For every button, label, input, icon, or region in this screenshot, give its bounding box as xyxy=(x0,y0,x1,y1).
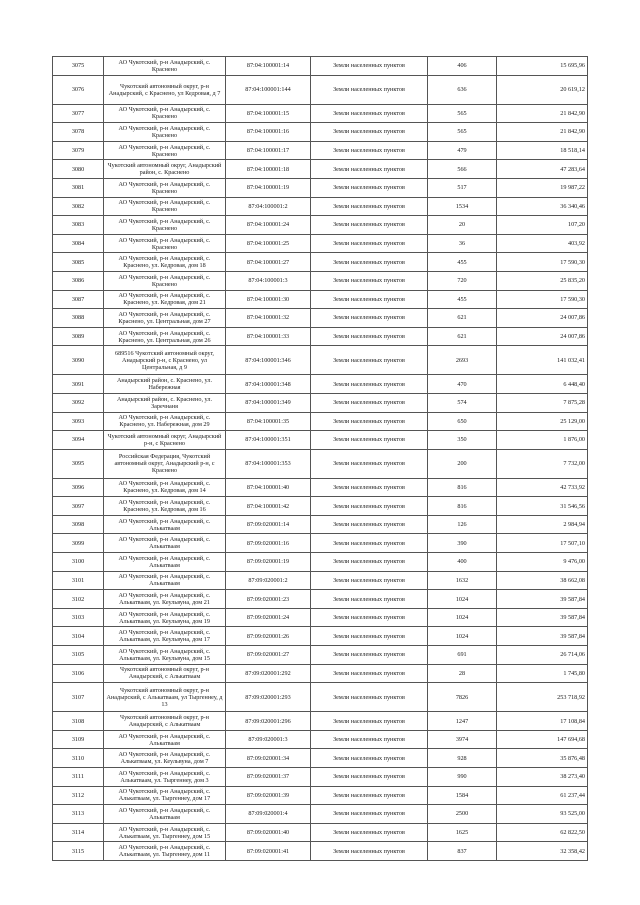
cadastral-value: 24 007,86 xyxy=(497,309,588,328)
cadastral-number: 87:09:020001:41 xyxy=(226,842,311,861)
cadastral-value: 17 590,30 xyxy=(497,253,588,272)
row-number: 3080 xyxy=(53,160,104,179)
cadastral-number: 87:09:020001:2 xyxy=(226,571,311,590)
plot-address: Чукотский автономный округ, Анадырский район, с. Краснено xyxy=(104,160,226,179)
cadastral-number: 87:09:020001:16 xyxy=(226,534,311,553)
land-category: Земли населенных пунктов xyxy=(311,375,428,394)
row-number: 3102 xyxy=(53,590,104,609)
cadastral-value: 7 732,00 xyxy=(497,449,588,478)
cadastral-value: 1 876,00 xyxy=(497,431,588,450)
plot-area: 517 xyxy=(428,178,497,197)
table-row xyxy=(53,627,588,646)
cadastral-value: 147 694,68 xyxy=(497,730,588,749)
land-category: Земли населенных пунктов xyxy=(311,571,428,590)
land-category: Земли населенных пунктов xyxy=(311,271,428,290)
row-number: 3110 xyxy=(53,749,104,768)
land-category: Земли населенных пунктов xyxy=(311,823,428,842)
table-row xyxy=(53,497,588,516)
table-row xyxy=(53,534,588,553)
cadastral-number: 87:04:100001:42 xyxy=(226,497,311,516)
cadastral-number: 87:04:100001:349 xyxy=(226,393,311,412)
table-row xyxy=(53,104,588,123)
plot-area: 20 xyxy=(428,216,497,235)
land-category: Земли населенных пунктов xyxy=(311,449,428,478)
table-row xyxy=(53,553,588,572)
cadastral-value: 26 714,06 xyxy=(497,646,588,665)
plot-area: 1584 xyxy=(428,786,497,805)
plot-address: АО Чукотский, р-н Анадырский, с. Краснено, ул. Центральная, дом 26 xyxy=(104,327,226,346)
plot-address: 689516 Чукотский автономный округ, Анадырский р-н, с Краснено, ул Центральная, д 9 xyxy=(104,346,226,375)
land-category: Земли населенных пунктов xyxy=(311,842,428,861)
table-row xyxy=(53,768,588,787)
plot-address: АО Чукотский, р-н Анадырский, с. Алькатваам xyxy=(104,553,226,572)
table-row xyxy=(53,327,588,346)
cadastral-number: 87:04:100001:25 xyxy=(226,234,311,253)
cadastral-value: 38 662,08 xyxy=(497,571,588,590)
row-number: 3082 xyxy=(53,197,104,216)
table-row xyxy=(53,253,588,272)
table-row xyxy=(53,271,588,290)
cadastral-value: 47 283,64 xyxy=(497,160,588,179)
cadastral-number: 87:04:100001:14 xyxy=(226,57,311,76)
plot-address: Чукотский автономный округ, р-н Анадырский, с Алькатваам, ул Тыргеннеу, д 13 xyxy=(104,683,226,712)
table-row xyxy=(53,375,588,394)
row-number: 3105 xyxy=(53,646,104,665)
cadastral-number: 87:04:100001:15 xyxy=(226,104,311,123)
cadastral-value: 62 822,50 xyxy=(497,823,588,842)
table-row xyxy=(53,346,588,375)
cadastral-number: 87:09:020001:19 xyxy=(226,553,311,572)
plot-area: 2693 xyxy=(428,346,497,375)
cadastral-value: 253 718,92 xyxy=(497,683,588,712)
table-row xyxy=(53,234,588,253)
cadastral-number: 87:09:020001:292 xyxy=(226,664,311,683)
plot-address: АО Чукотский, р-н Анадырский, с. Алькатваам xyxy=(104,730,226,749)
plot-address: АО Чукотский, р-н Анадырский, с. Краснено xyxy=(104,178,226,197)
cadastral-value: 19 987,22 xyxy=(497,178,588,197)
land-category: Земли населенных пунктов xyxy=(311,216,428,235)
plot-address: АО Чукотский, р-н Анадырский, с. Алькатваам, ул. Кеульвуна, дом 15 xyxy=(104,646,226,665)
cadastral-number: 87:04:100001:30 xyxy=(226,290,311,309)
table-row xyxy=(53,290,588,309)
table-row xyxy=(53,309,588,328)
cadastral-number: 87:09:020001:26 xyxy=(226,627,311,646)
land-category: Земли населенных пунктов xyxy=(311,664,428,683)
row-number: 3095 xyxy=(53,449,104,478)
land-category: Земли населенных пунктов xyxy=(311,412,428,431)
table-row xyxy=(53,216,588,235)
table-row xyxy=(53,842,588,861)
row-number: 3079 xyxy=(53,141,104,160)
plot-area: 28 xyxy=(428,664,497,683)
land-category: Земли населенных пунктов xyxy=(311,515,428,534)
cadastral-number: 87:04:100001:19 xyxy=(226,178,311,197)
land-category: Земли населенных пунктов xyxy=(311,253,428,272)
cadastral-value: 24 007,86 xyxy=(497,327,588,346)
cadastral-value: 42 733,92 xyxy=(497,478,588,497)
row-number: 3085 xyxy=(53,253,104,272)
cadastral-value: 25 129,00 xyxy=(497,412,588,431)
table-row xyxy=(53,431,588,450)
plot-address: АО Чукотский, р-н Анадырский, с. Краснено xyxy=(104,216,226,235)
plot-area: 650 xyxy=(428,412,497,431)
row-number: 3101 xyxy=(53,571,104,590)
cadastral-number: 87:04:100001:24 xyxy=(226,216,311,235)
cadastral-number: 87:09:020001:37 xyxy=(226,768,311,787)
row-number: 3109 xyxy=(53,730,104,749)
plot-address: АО Чукотский, р-н Анадырский, с. Краснено xyxy=(104,141,226,160)
land-category: Земли населенных пунктов xyxy=(311,290,428,309)
land-category: Земли населенных пунктов xyxy=(311,346,428,375)
cadastral-value: 2 984,94 xyxy=(497,515,588,534)
table-row xyxy=(53,664,588,683)
cadastral-number: 87:09:020001:34 xyxy=(226,749,311,768)
cadastral-value: 21 842,90 xyxy=(497,123,588,142)
table-row xyxy=(53,749,588,768)
plot-address: АО Чукотский, р-н Анадырский, с. Алькатваам, ул. Кеульвуна, дом 19 xyxy=(104,608,226,627)
plot-area: 2500 xyxy=(428,805,497,824)
row-number: 3100 xyxy=(53,553,104,572)
cadastral-value: 141 032,41 xyxy=(497,346,588,375)
land-category: Земли населенных пунктов xyxy=(311,197,428,216)
land-category: Земли населенных пунктов xyxy=(311,123,428,142)
cadastral-number: 87:04:100001:18 xyxy=(226,160,311,179)
table-row xyxy=(53,805,588,824)
cadastral-number: 87:09:020001:27 xyxy=(226,646,311,665)
plot-area: 479 xyxy=(428,141,497,160)
plot-area: 1632 xyxy=(428,571,497,590)
cadastral-number: 87:09:020001:40 xyxy=(226,823,311,842)
table-row xyxy=(53,197,588,216)
cadastral-value: 18 518,14 xyxy=(497,141,588,160)
cadastral-number: 87:04:100001:348 xyxy=(226,375,311,394)
plot-address: АО Чукотский, р-н Анадырский, с. Алькатваам, ул. Тыргеннеу, дом 3 xyxy=(104,768,226,787)
cadastral-number: 87:09:020001:3 xyxy=(226,730,311,749)
cadastral-value: 6 448,40 xyxy=(497,375,588,394)
cadastral-value: 61 237,44 xyxy=(497,786,588,805)
table-row xyxy=(53,75,588,104)
row-number: 3093 xyxy=(53,412,104,431)
cadastral-value: 38 273,40 xyxy=(497,768,588,787)
row-number: 3103 xyxy=(53,608,104,627)
table-row xyxy=(53,823,588,842)
table-row xyxy=(53,160,588,179)
cadastral-value: 93 525,00 xyxy=(497,805,588,824)
row-number: 3094 xyxy=(53,431,104,450)
table-row xyxy=(53,646,588,665)
plot-address: Анадырский район, с. Краснено, ул. Набережная xyxy=(104,375,226,394)
plot-area: 621 xyxy=(428,309,497,328)
row-number: 3114 xyxy=(53,823,104,842)
land-category: Земли населенных пунктов xyxy=(311,393,428,412)
table-row xyxy=(53,123,588,142)
land-category: Земли населенных пунктов xyxy=(311,786,428,805)
cadastral-value: 21 842,90 xyxy=(497,104,588,123)
plot-address: АО Чукотский, р-н Анадырский, с. Краснено xyxy=(104,57,226,76)
row-number: 3111 xyxy=(53,768,104,787)
plot-area: 200 xyxy=(428,449,497,478)
row-number: 3115 xyxy=(53,842,104,861)
plot-area: 126 xyxy=(428,515,497,534)
plot-area: 565 xyxy=(428,123,497,142)
cadastral-number: 87:04:100001:17 xyxy=(226,141,311,160)
cadastral-value: 17 507,10 xyxy=(497,534,588,553)
row-number: 3098 xyxy=(53,515,104,534)
cadastral-number: 87:09:020001:293 xyxy=(226,683,311,712)
row-number: 3075 xyxy=(53,57,104,76)
row-number: 3096 xyxy=(53,478,104,497)
plot-area: 1024 xyxy=(428,608,497,627)
cadastral-number: 87:04:100001:3 xyxy=(226,271,311,290)
land-category: Земли населенных пунктов xyxy=(311,141,428,160)
land-category: Земли населенных пунктов xyxy=(311,730,428,749)
row-number: 3081 xyxy=(53,178,104,197)
row-number: 3090 xyxy=(53,346,104,375)
cadastral-number: 87:04:100001:32 xyxy=(226,309,311,328)
row-number: 3099 xyxy=(53,534,104,553)
plot-area: 36 xyxy=(428,234,497,253)
land-plots-table-body xyxy=(53,57,588,861)
cadastral-value: 32 358,42 xyxy=(497,842,588,861)
cadastral-value: 35 876,48 xyxy=(497,749,588,768)
plot-area: 400 xyxy=(428,553,497,572)
cadastral-value: 107,20 xyxy=(497,216,588,235)
plot-area: 621 xyxy=(428,327,497,346)
table-row xyxy=(53,590,588,609)
plot-address: АО Чукотский, р-н Анадырский, с. Краснено xyxy=(104,123,226,142)
plot-address: АО Чукотский, р-н Анадырский, с. Краснено, ул. Кедровая, дом 21 xyxy=(104,290,226,309)
land-category: Земли населенных пунктов xyxy=(311,309,428,328)
cadastral-number: 87:04:100001:40 xyxy=(226,478,311,497)
table-row xyxy=(53,178,588,197)
table-row xyxy=(53,571,588,590)
plot-address: АО Чукотский, р-н Анадырский, с. Алькатваам, ул. Кеульвуна, дом 17 xyxy=(104,627,226,646)
plot-area: 1625 xyxy=(428,823,497,842)
plot-area: 566 xyxy=(428,160,497,179)
plot-area: 7826 xyxy=(428,683,497,712)
table-row xyxy=(53,141,588,160)
cadastral-number: 87:09:020001:39 xyxy=(226,786,311,805)
cadastral-value: 20 619,12 xyxy=(497,75,588,104)
plot-address: АО Чукотский, р-н Анадырский, с. Алькатваам xyxy=(104,515,226,534)
plot-area: 470 xyxy=(428,375,497,394)
row-number: 3077 xyxy=(53,104,104,123)
plot-area: 574 xyxy=(428,393,497,412)
plot-area: 1024 xyxy=(428,627,497,646)
plot-area: 928 xyxy=(428,749,497,768)
plot-address: Чукотский автономный округ, р-н Анадырский, с Алькатваам xyxy=(104,664,226,683)
plot-address: Чукотский автономный округ, Анадырский р-н, с Краснено xyxy=(104,431,226,450)
row-number: 3088 xyxy=(53,309,104,328)
plot-address: АО Чукотский, р-н Анадырский, с. Алькатваам xyxy=(104,805,226,824)
land-category: Земли населенных пунктов xyxy=(311,768,428,787)
row-number: 3112 xyxy=(53,786,104,805)
row-number: 3076 xyxy=(53,75,104,104)
land-category: Земли населенных пунктов xyxy=(311,57,428,76)
table-row xyxy=(53,57,588,76)
plot-area: 720 xyxy=(428,271,497,290)
plot-area: 455 xyxy=(428,253,497,272)
table-row xyxy=(53,786,588,805)
cadastral-value: 1 745,80 xyxy=(497,664,588,683)
land-category: Земли населенных пунктов xyxy=(311,646,428,665)
plot-address: АО Чукотский, р-н Анадырский, с. Алькатваам, ул. Кеульвуна, дом 21 xyxy=(104,590,226,609)
land-plots-table xyxy=(52,56,588,861)
table-row xyxy=(53,393,588,412)
cadastral-number: 87:09:020001:4 xyxy=(226,805,311,824)
plot-area: 1534 xyxy=(428,197,497,216)
plot-address: Чукотский автономный округ, р-н Анадырский, с Алькатваам xyxy=(104,712,226,731)
cadastral-value: 25 835,20 xyxy=(497,271,588,290)
cadastral-number: 87:04:100001:353 xyxy=(226,449,311,478)
plot-area: 455 xyxy=(428,290,497,309)
cadastral-value: 39 587,84 xyxy=(497,590,588,609)
row-number: 3087 xyxy=(53,290,104,309)
land-category: Земли населенных пунктов xyxy=(311,590,428,609)
plot-address: АО Чукотский, р-н Анадырский, с. Алькатваам xyxy=(104,534,226,553)
land-category: Земли населенных пунктов xyxy=(311,553,428,572)
land-category: Земли населенных пунктов xyxy=(311,534,428,553)
cadastral-value: 39 587,84 xyxy=(497,608,588,627)
row-number: 3078 xyxy=(53,123,104,142)
row-number: 3089 xyxy=(53,327,104,346)
land-category: Земли населенных пунктов xyxy=(311,683,428,712)
land-category: Земли населенных пунктов xyxy=(311,497,428,516)
plot-address: АО Чукотский, р-н Анадырский, с. Краснено, ул. Кедровая, дом 14 xyxy=(104,478,226,497)
cadastral-value: 9 476,00 xyxy=(497,553,588,572)
land-category: Земли населенных пунктов xyxy=(311,431,428,450)
row-number: 3104 xyxy=(53,627,104,646)
row-number: 3083 xyxy=(53,216,104,235)
row-number: 3086 xyxy=(53,271,104,290)
land-category: Земли населенных пунктов xyxy=(311,478,428,497)
land-category: Земли населенных пунктов xyxy=(311,178,428,197)
land-category: Земли населенных пунктов xyxy=(311,805,428,824)
plot-area: 1024 xyxy=(428,590,497,609)
plot-address: Чукотский автономный округ, р-н Анадырский, с Красненo, ул Кедровая, д 7 xyxy=(104,75,226,104)
plot-address: АО Чукотский, р-н Анадырский, с. Алькатваам, ул. Кеульвуна, дом 7 xyxy=(104,749,226,768)
cadastral-number: 87:04:100001:351 xyxy=(226,431,311,450)
land-category: Земли населенных пунктов xyxy=(311,234,428,253)
plot-address: АО Чукотский, р-н Анадырский, с. Краснено xyxy=(104,197,226,216)
plot-address: Анадырский район, с. Краснено, ул. Заречнаня xyxy=(104,393,226,412)
plot-address: Российская Федерация, Чукотский автономный округ, Анадырский р-н, с Краснено xyxy=(104,449,226,478)
plot-address: АО Чукотский, р-н Анадырский, с. Алькатваам, ул. Тыргеннеу, дом 11 xyxy=(104,842,226,861)
table-row xyxy=(53,683,588,712)
cadastral-number: 87:04:100001:2 xyxy=(226,197,311,216)
plot-area: 837 xyxy=(428,842,497,861)
plot-address: АО Чукотский, р-н Анадырский, с. Краснено xyxy=(104,104,226,123)
table-row xyxy=(53,730,588,749)
plot-address: АО Чукотский, р-н Анадырский, с. Краснено xyxy=(104,271,226,290)
land-category: Земли населенных пунктов xyxy=(311,104,428,123)
cadastral-number: 87:04:100001:33 xyxy=(226,327,311,346)
row-number: 3092 xyxy=(53,393,104,412)
plot-address: АО Чукотский, р-н Анадырский, с. Алькатваам xyxy=(104,571,226,590)
cadastral-number: 87:09:020001:14 xyxy=(226,515,311,534)
cadastral-number: 87:09:020001:296 xyxy=(226,712,311,731)
cadastral-value: 403,92 xyxy=(497,234,588,253)
cadastral-value: 7 875,28 xyxy=(497,393,588,412)
plot-address: АО Чукотский, р-н Анадырский, с. Краснено xyxy=(104,234,226,253)
plot-area: 406 xyxy=(428,57,497,76)
plot-area: 990 xyxy=(428,768,497,787)
plot-area: 3974 xyxy=(428,730,497,749)
cadastral-number: 87:04:100001:16 xyxy=(226,123,311,142)
land-category: Земли населенных пунктов xyxy=(311,608,428,627)
cadastral-value: 17 108,84 xyxy=(497,712,588,731)
cadastral-number: 87:04:100001:346 xyxy=(226,346,311,375)
land-category: Земли населенных пунктов xyxy=(311,749,428,768)
land-category: Земли населенных пунктов xyxy=(311,627,428,646)
plot-address: АО Чукотский, р-н Анадырский, с. Краснено, ул. Кедровая, дом 16 xyxy=(104,497,226,516)
table-row xyxy=(53,712,588,731)
land-category: Земли населенных пунктов xyxy=(311,75,428,104)
plot-area: 816 xyxy=(428,478,497,497)
row-number: 3084 xyxy=(53,234,104,253)
table-row xyxy=(53,449,588,478)
plot-address: АО Чукотский, р-н Анадырский, с. Алькатваам, ул. Тыргеннеу, дом 15 xyxy=(104,823,226,842)
table-row xyxy=(53,608,588,627)
cadastral-value: 31 546,56 xyxy=(497,497,588,516)
land-category: Земли населенных пунктов xyxy=(311,160,428,179)
cadastral-number: 87:04:100001:35 xyxy=(226,412,311,431)
plot-area: 816 xyxy=(428,497,497,516)
row-number: 3113 xyxy=(53,805,104,824)
cadastral-value: 17 590,30 xyxy=(497,290,588,309)
plot-area: 636 xyxy=(428,75,497,104)
plot-address: АО Чукотский, р-н Анадырский, с. Алькатваам, ул. Тыргеннеу, дом 17 xyxy=(104,786,226,805)
table-row xyxy=(53,478,588,497)
land-category: Земли населенных пунктов xyxy=(311,712,428,731)
plot-area: 390 xyxy=(428,534,497,553)
row-number: 3107 xyxy=(53,683,104,712)
plot-address: АО Чукотский, р-н Анадырский, с. Краснено, ул. Кедровая, дом 18 xyxy=(104,253,226,272)
cadastral-number: 87:09:020001:23 xyxy=(226,590,311,609)
plot-area: 350 xyxy=(428,431,497,450)
cadastral-value: 15 695,96 xyxy=(497,57,588,76)
land-category: Земли населенных пунктов xyxy=(311,327,428,346)
plot-area: 691 xyxy=(428,646,497,665)
plot-address: АО Чукотский, р-н Анадырский, с. Краснено, ул. Центральная, дом 27 xyxy=(104,309,226,328)
row-number: 3106 xyxy=(53,664,104,683)
cadastral-number: 87:09:020001:24 xyxy=(226,608,311,627)
table-row xyxy=(53,412,588,431)
row-number: 3097 xyxy=(53,497,104,516)
plot-address: АО Чукотский, р-н Анадырский, с. Краснено, ул. Набережная, дом 29 xyxy=(104,412,226,431)
plot-area: 1247 xyxy=(428,712,497,731)
row-number: 3108 xyxy=(53,712,104,731)
row-number: 3091 xyxy=(53,375,104,394)
cadastral-number: 87:04:100001:27 xyxy=(226,253,311,272)
plot-area: 565 xyxy=(428,104,497,123)
cadastral-value: 36 340,46 xyxy=(497,197,588,216)
table-row xyxy=(53,515,588,534)
cadastral-value: 39 587,84 xyxy=(497,627,588,646)
cadastral-number: 87:04:100001:144 xyxy=(226,75,311,104)
